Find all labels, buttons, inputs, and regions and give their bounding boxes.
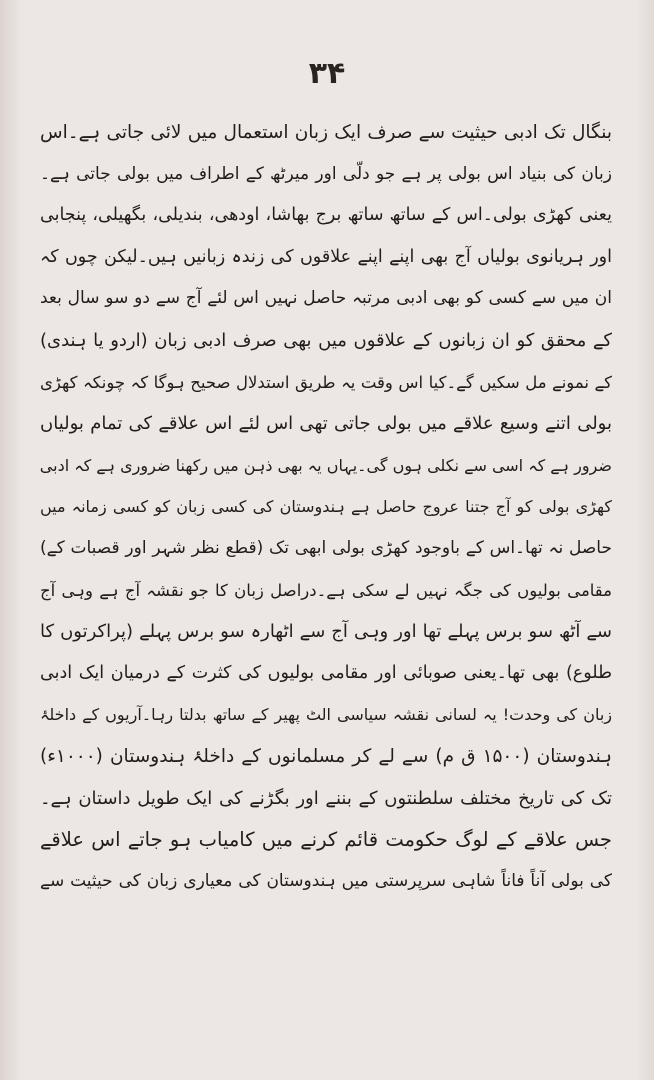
- text-line: بنگال تک ادبی حیثیت سے صرف ایک زبان استعمال میں لائی جاتی ہے۔اس: [40, 122, 612, 143]
- text-line: ضرور ہے کہ اسی سے نکلی ہوں گی۔یہاں یہ بھی ذہن میں رکھنا ضروری ہے کہ ادبی: [40, 455, 612, 475]
- text-line: جس علاقے کے لوگ حکومت قائم کرنے میں کامیاب ہو جاتے اس علاقے: [40, 828, 612, 852]
- text-line: زبان کی وحدت! یہ لسانی نقشہ سیاسی الٹ پھیر کے ساتھ بدلتا رہا۔آریوں کے داخلۂ: [40, 705, 612, 725]
- text-line: کے محقق کو ان زبانوں کے علاقوں میں بھی صرف ادبی زبان (اردو یا ہندی): [40, 329, 612, 351]
- text-line: مقامی بولیوں کی جگہ نہیں لے سکی ہے۔دراصل زبان کا جو نقشہ آج ہے وہی آج: [40, 580, 612, 600]
- text-line: یعنی کھڑی بولی۔اس کے ساتھ ساتھ برج بھاشا، اودھی، بندیلی، بگھیلی، پنجابی: [40, 205, 612, 226]
- body-text: [40, 112, 612, 902]
- text-line: اور ہریانوی بولیاں آج بھی اپنے اپنے علاقوں کی زندہ زبانیں ہیں۔لیکن چوں کہ: [40, 246, 612, 267]
- text-line: تک کی تاریخ مختلف سلطنتوں کے بننے اور بگڑنے کی ایک طویل داستان ہے۔: [40, 787, 612, 809]
- text-line: کے نمونے مل سکیں گے۔کیا اس وقت یہ طریق استدلال صحیح ہوگا کہ چونکہ کھڑی: [40, 372, 612, 392]
- text-line: سے آٹھ سو برس پہلے تھا اور وہی آج سے اٹھارہ سو برس پہلے (پراکرتوں کا: [40, 621, 612, 643]
- text-line: حاصل نہ تھا۔اس کے باوجود کھڑی بولی ابھی تک (قطع نظر شہر اور قصبات کے): [40, 537, 612, 558]
- text-line: کھڑی بولی کو آج جتنا عروج حاصل ہے ہندوستان کی کسی زبان کو کسی زمانہ میں: [40, 497, 612, 517]
- text-line: طلوع) بھی تھا۔یعنی صوبائی اور مقامی بولیوں کی کثرت کے درمیان ایک ادبی: [40, 662, 612, 683]
- text-line: ان میں سے کسی کو بھی ادبی مرتبہ حاصل نہیں اس لئے آج سے دو سو سال بعد: [40, 288, 612, 309]
- text-line: ہندوستان (۱۵۰۰ ق م) سے لے کر مسلمانوں کے داخلۂ ہندوستان (۱۰۰۰ء): [40, 745, 612, 767]
- text-line: کی بولی آناً فاناً شاہی سرپرستی میں ہندوستان کی معیاری زبان کی حیثیت سے: [40, 870, 612, 891]
- text-line: بولی اتنے وسیع علاقے میں بولی جاتی تھی اس لئے اس علاقے کی تمام بولیاں: [40, 413, 612, 435]
- text-line: زبان کی بنیاد اس بولی پر ہے جو دلّی اور میرٹھ کے اطراف میں بولی جاتی ہے۔: [40, 163, 612, 184]
- page-number: ۳۴: [308, 56, 346, 91]
